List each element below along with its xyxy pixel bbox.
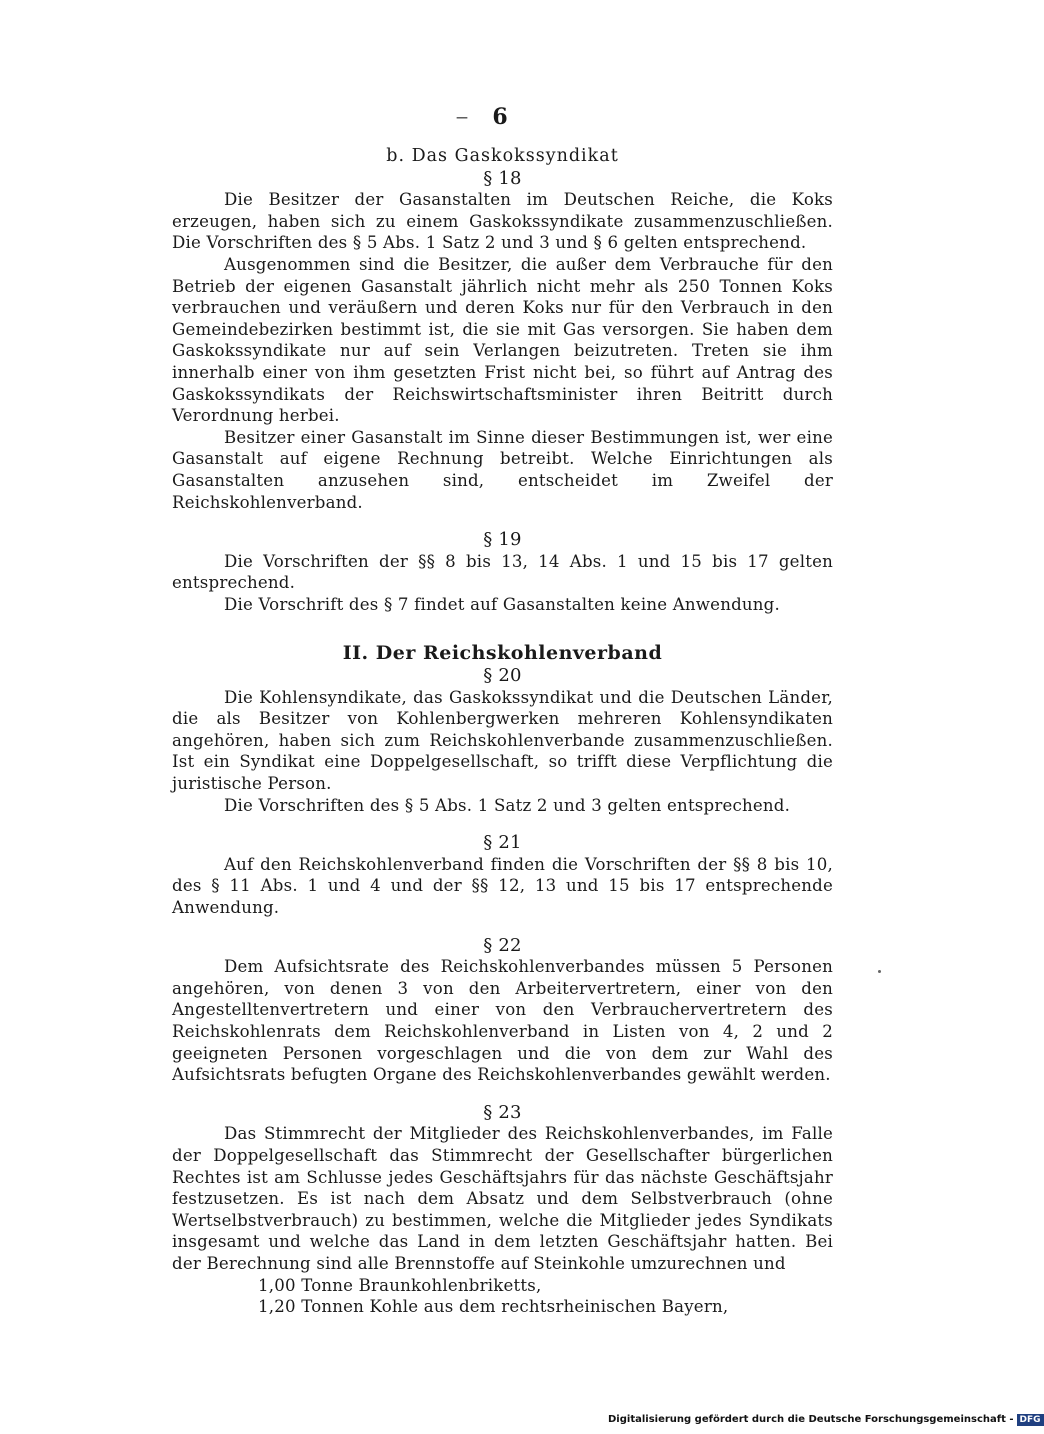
page-mark: —	[456, 110, 468, 124]
section-22-title: § 22	[483, 934, 522, 956]
page-number-text: 6	[492, 104, 508, 130]
section-19-paragraph-1: Die Vorschriften der §§ 8 bis 13, 14 Abs. 1 und 15 bis 17 gelten entsprechend.	[172, 551, 833, 593]
digitization-footer	[608, 1414, 1044, 1426]
section-19-paragraph-2: Die Vorschrift des § 7 findet auf Gasanstalten keine Anwendung.	[224, 594, 780, 614]
section-23-paragraph-1: Das Stimmrecht der Mitglieder des Reichskohlenverbandes, im Falle der Doppelgesellschaft das Stimmrecht der Gesellschafter bürgerlichen Rechtes ist am Schlusse jedes Geschäftsjahrs für das nächste Geschäftsjahr festzusetzen. Es ist nach dem Absatz und dem Selbstverbrauch (ohne Wertselbstverbrauch) zu bestimmen, welche die Mitglieder jedes Syndikats insgesamt und welche das Land in dem letzten Geschäftsjahr hatten. Bei der Berechnung sind alle Brennstoffe auf Steinkohle umzurechnen und	[172, 1124, 833, 1273]
section-19-title: § 19	[483, 529, 522, 551]
section-ii-heading: II. Der Reichskohlenverband	[342, 642, 663, 665]
section-23-title: § 23	[483, 1101, 522, 1123]
section-20-paragraph-2: Die Vorschriften des § 5 Abs. 1 Satz 2 und 3 gelten entsprechend.	[224, 795, 791, 815]
page-number	[0, 104, 1000, 130]
section-18-title: § 18	[483, 167, 522, 189]
section-23-item-1: 1,00 Tonne Braunkohlenbriketts,	[258, 1275, 542, 1295]
section-18-paragraph-3: Besitzer einer Gasanstalt im Sinne dieser Bestimmungen ist, wer eine Gasanstalt auf eigene Rechnung betreibt. Welche Einrichtungen als Gasanstalten anzusehen sind, entscheidet im Zweifel der Reichskohlenverband.	[172, 427, 833, 512]
section-20-paragraph-1: Die Kohlensyndikate, das Gaskokssyndikat und die Deutschen Länder, die als Besitzer von Kohlenbergwerken mehreren Kohlensyndikaten angehören, haben sich zum Reichskohlenverbande zusammenzuschließen. Ist ein Syndikat eine Doppelgesellschaft, so trifft diese Verpflichtung die juristische Person.	[172, 687, 833, 794]
section-23-item-2: 1,20 Tonnen Kohle aus dem rechtsrheinischen Bayern,	[258, 1297, 729, 1317]
section-21-title: § 21	[483, 832, 522, 854]
section-20-title: § 20	[483, 665, 522, 687]
section-b-heading: b. Das Gaskokssyndikat	[386, 146, 619, 166]
dfg-logo: DFG	[1017, 1414, 1044, 1426]
section-18-paragraph-1: Die Besitzer der Gasanstalten im Deutschen Reiche, die Koks erzeugen, haben sich zu einem Gaskokssyndikate zusammenzuschließen. Die Vorschriften des § 5 Abs. 1 Satz 2 und 3 und § 6 gelten entsprechend.	[172, 190, 833, 253]
footer-text: Digitalisierung gefördert durch die Deutsche Forschungsgemeinschaft -	[608, 1414, 1014, 1425]
section-22-paragraph-1: Dem Aufsichtsrate des Reichskohlenverbandes müssen 5 Personen angehören, von denen 3 von den Arbeitervertretern, einer von den Angestelltenvertretern und einer von den Verbrauchervertretern des Reichskohlenrats dem Reichskohlenverband in Listen von 4, 2 und 2 geeigneten Personen vorgeschlagen und die von dem zur Wahl des Aufsichtsrats befugten Organe des Reichskohlenverbandes gewählt werden.	[172, 957, 833, 1085]
scan-speck	[878, 970, 881, 973]
section-21-paragraph-1: Auf den Reichskohlenverband finden die Vorschriften der §§ 8 bis 10, des § 11 Abs. 1 und 4 und der §§ 12, 13 und 15 bis 17 entsprechende Anwendung.	[172, 854, 833, 917]
section-18-paragraph-2: Ausgenommen sind die Besitzer, die außer dem Verbrauche für den Betrieb der eigenen Gasanstalt jährlich nicht mehr als 250 Tonnen Koks verbrauchen und veräußern und deren Koks nur für den Verbrauch in den Gemeindebezirken bestimmt ist, die sie mit Gas versorgen. Sie haben dem Gaskokssyndikate nur auf sein Verlangen beizutreten. Treten sie ihm innerhalb einer von ihm gesetzten Frist nicht bei, so führt auf Antrag des Gaskokssyndikats der Reichswirtschaftsminister ihren Beitritt durch Verordnung herbei.	[172, 254, 833, 426]
text-body	[172, 146, 833, 1318]
